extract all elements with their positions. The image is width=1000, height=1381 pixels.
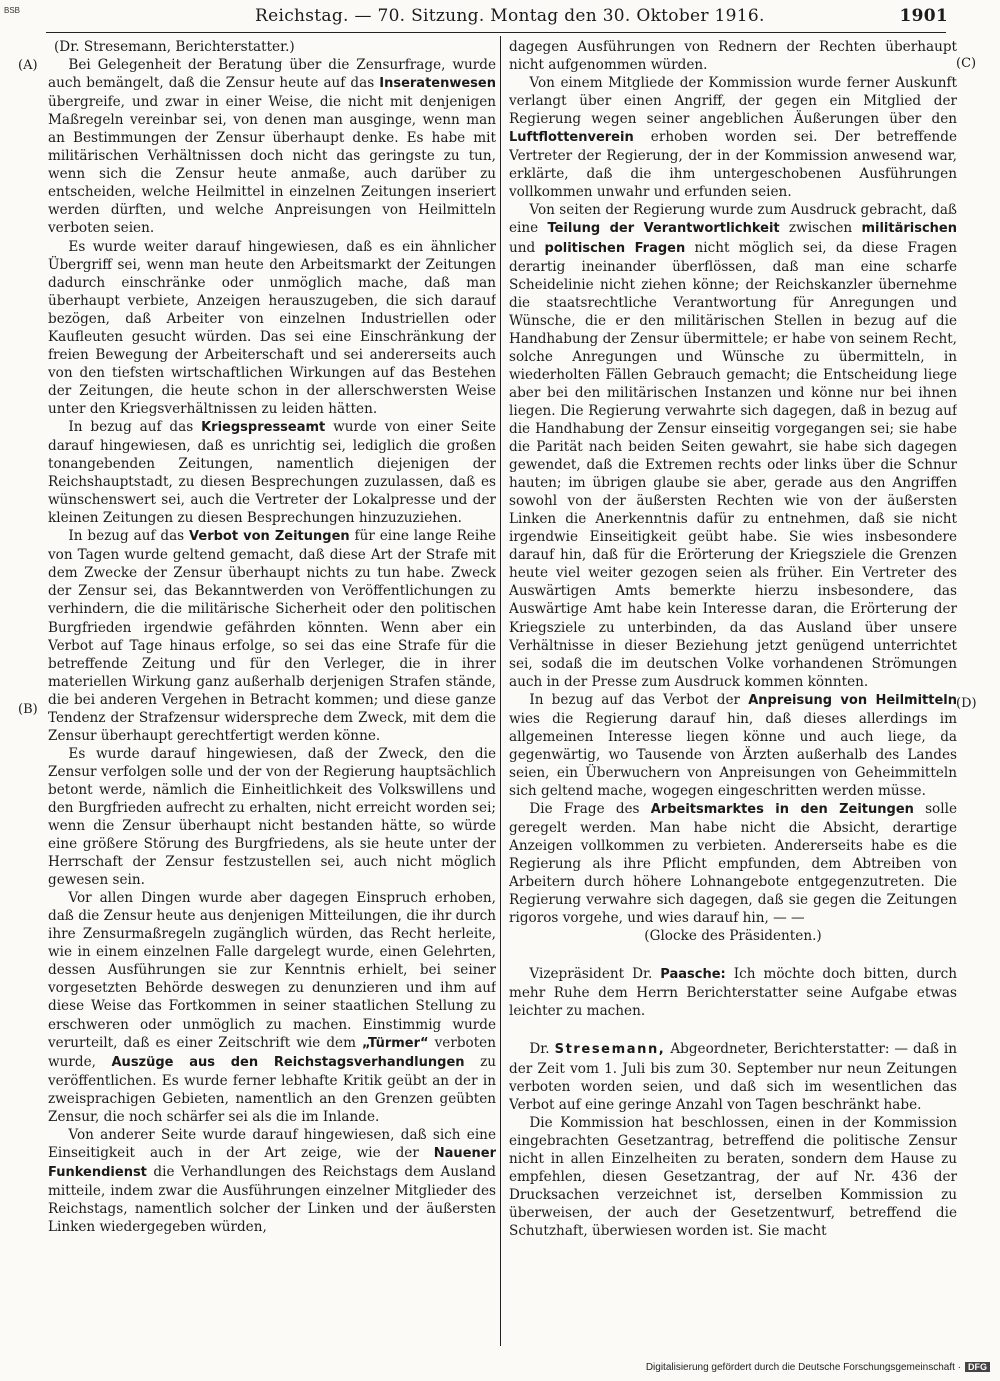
stage-direction: (Glocke des Präsidenten.) xyxy=(644,928,822,945)
paragraph: Von seiten der Regierung wurde zum Ausdruck gebracht, daß eine Teilung der Verantwortlichkeit zwischen militärischen und politischen Fragen nicht möglich sei, da diese Fragen derartig ineinander überflössen, daß man eine scharfe Scheidelinie nicht ziehen könne; der Reichskanzler übernehme die staatsrechtliche Verantwortung für Anregungen und Wünsche, die er den militärischen Stellen in bezug auf die Handhabung der Zensur übermittele; er habe von seinem Recht, solche Anregungen und Wünsche zu übermitteln, in wiederholten Fällen Gebrauch gemacht; die Entscheidung liege aber bei den militärischen Instanzen und könne nur bei ihnen liegen. Die Regierung verwahrte sich dagegen, daß in bezug auf die Handhabung der Zensur einseitig vorgegangen sei; sie habe die Parität nach beiden Seiten gewahrt, sie habe sich dagegen gewendet, daß die Extremen rechts oder links über die Schnur hauten; im übrigen glaube sie aber, gerade aus den Angriffen sowohl von der äußersten Rechten wie von der äußersten Linken die Anerkenntnis dafür zu entnehmen, daß sie nicht irgendwie Einseitigkeit geübt habe. Sie wies insbesondere darauf hin, daß für die Erörterung der Kriegsziele die Grenzen heute viel weiter gezogen seien als früher. Ein Vertreter des Auswärtigen Amts bemerkte hierzu insbesondere, das Auswärtige Amt habe kein Interesse daran, die Erörterung der Kriegsziele zu unterbinden, da das Ausland über unsere Verhältnisse in dieser Beziehung jetzt genügend unterrichtet sei, sodaß die im deutschen Volke vorhandenen Strömungen auch in der Presse zum Ausdruck kommen könnten. xyxy=(509,202,957,690)
paragraph: In bezug auf das Kriegspresseamt wurde von einer Seite darauf hingewiesen, daß es unrichtig sei, lediglich die großen tonangebenden Zeitungen, namentlich diejenigen der Reichshauptstadt, zu diesen Besprechungen zuzulassen, daß es wünschenswert sei, auch die Vertreter der Lokalpresse und der kleinen Zeitungen zu diesen Besprechungen hinzuzuziehen. xyxy=(48,418,496,527)
paragraph: Es wurde darauf hingewiesen, daß der Zweck, den die Zensur verfolgen solle und der von der Regierung hauptsächlich betont werde, nämlich die Einheitlichkeit des Volkswillens und den Burgfrieden aufrecht zu erhalten, nicht erreicht worden sei; wenn die Zensur überhaupt nicht bestanden hätte, so würde eine größere Störung des Burgfriedens, als sie heute unter der Herrschaft der Zensur festzustellen sei, auch nicht möglich gewesen sein. xyxy=(48,745,496,889)
emphasis-term: Auszüge aus den Reichstagsverhandlungen xyxy=(111,1054,465,1070)
dfg-logo: DFG xyxy=(965,1362,990,1372)
margin-marker-c: (C) xyxy=(956,56,977,71)
speaker-name: Stresemann, xyxy=(554,1042,666,1058)
margin-marker-a: (A) xyxy=(18,58,38,73)
emphasis-term: Kriegspresseamt xyxy=(201,419,326,435)
emphasis-term: Anpreisung von Heilmitteln xyxy=(748,692,957,708)
left-column xyxy=(48,38,496,1346)
paragraph: Vor allen Dingen wurde aber dagegen Einspruch erhoben, daß die Zensur heute aus denjenigen Mitteilungen, die ihr durch ihre Zensurmaßregeln zugänglich würden, das Recht herleite, wie in einem einzelnen Falle dargelegt wurde, einen Gelehrten, dessen Ausführungen sie zur Kenntnis erhielt, bei seiner vorgesetzten Behörde deswegen zu denunzieren und ihm auf diese Weise das Fortkommen in seiner staatlichen Stellung zu erschweren oder unmöglich zu machen. Einstimmig wurde verurteilt, daß es einer Zeitschrift wie dem „Türmer“ verboten wurde, Auszüge aus den Reichstagsverhandlungen zu veröffentlichen. Es wurde ferner lebhafte Kritik geübt an der in zweisprachigen Gebieten, namentlich an den Grenzen geübten Zensur, die noch schärfer sei als die im Inlande. xyxy=(48,890,496,1125)
header-rule xyxy=(46,32,946,33)
paragraph: dagegen Ausführungen von Rednern der Rechten überhaupt nicht aufgenommen würden. xyxy=(509,39,957,74)
emphasis-term: Teilung der Verantwortlichkeit xyxy=(547,221,780,237)
paragraph: Von anderer Seite wurde darauf hingewiesen, daß sich eine Einseitigkeit auch in der Art zeige, wie der Nauener Funkendienst die Verhandlungen des Reichstags dem Ausland mitteile, indem zwar die Ausführungen einzelner Mitglieder des Reichstags, namentlich solcher der Linken und der äußersten Linken wiedergegeben würden, xyxy=(48,1126,496,1236)
emphasis-term: Arbeitsmarktes in den Zeitungen xyxy=(650,801,914,817)
margin-marker-b: (B) xyxy=(18,702,38,717)
paragraph: In bezug auf das Verbot von Zeitungen für eine lange Reihe von Tagen wurde geltend gemacht, daß diese Art der Strafe mit dem Zwecke der Zensur überhaupt nichts zu tun habe. Zweck der Zensur sei, das Bekanntwerden von Veröffentlichungen zu verhindern, die die militärische Sicherheit oder den politischen Burgfrieden irgendwie gefährden könnten. Wenn aber ein Verbot auf Tage hinaus erfolge, so sei das eine Strafe für die betreffende Zeitung und für den Verleger, die in ihrer materiellen Wirkung ganz außerhalb derjenigen Strafen stände, die bei anderen Vergehen in Betracht kommen; und diese ganze Tendenz der Strafzensur widerspreche dem Zweck, mit dem die Zensur überhaupt gerechtfertigt werden könne. xyxy=(48,528,496,744)
paragraph: Die Kommission hat beschlossen, einen in der Kommission eingebrachten Gesetzantrag, betreffend die politische Zensur nicht in allen Einzelheiten zu beraten, sondern dem Hause zu empfehlen, diesen Gesetzantrag, der auf Nr. 436 der Drucksachen verzeichnet ist, derselben Kommission zu überweisen, der auch der Gesetzentwurf, betreffend die Schutzhaft, überwiesen worden ist. Sie macht xyxy=(509,1114,957,1239)
emphasis-term: Inseratenwesen xyxy=(379,76,496,92)
speaker-name: Paasche: xyxy=(660,967,726,983)
emphasis-term: Luftflottenverein xyxy=(509,130,634,146)
footer-text: Digitalisierung gefördert durch die Deutsche Forschungsgemeinschaft · xyxy=(645,1362,961,1373)
emphasis-term: „Türmer“ xyxy=(362,1035,429,1051)
paragraph: Bei Gelegenheit der Beratung über die Zensurfrage, wurde auch bemängelt, daß die Zensur heute auf das Inseratenwesen übergreife, und zwar in einer Weise, die nicht mit denjenigen Maßregeln vereinbar sei, von denen man ausginge, wenn man an Bestimmungen der Zensur überhaupt denke. Es habe mit militärischen Verhältnissen doch nicht das geringste zu tun, wenn sich die Zensur heute anmaße, auch darüber zu entscheiden, welche Heilmittel in einzelnen Zeitungen inseriert werden dürften, und welche Anpreisungen von Heilmitteln verboten seien. xyxy=(48,57,496,237)
running-title: Reichstag. — 70. Sitzung. Montag den 30. Oktober 1916. xyxy=(255,6,765,26)
paragraph: In bezug auf das Verbot der Anpreisung von Heilmitteln wies die Regierung darauf hin, daß dieses allerdings im allgemeinen Interesse liegen könne und auch liege, da gegenwärtig, wo Tausende von Ärzten außerhalb des Landes seien, ein Überwuchern von Anpreisungen von Geheimmitteln sich geltend mache, wogegen eingeschritten werden müsse. xyxy=(509,691,957,799)
paragraph: Es wurde weiter darauf hingewiesen, daß es ein ähnlicher Übergriff sei, wenn man heute den Arbeitsmarkt der Zeitungen dadurch einschränke oder unmöglich mache, daß man überhaupt verbiete, Anzeigen herauszugeben, die sich darauf bezögen, daß Arbeiter von einzelnen Industriellen oder Kaufleuten gesucht würden. Das sei eine Einschränkung der freien Bewegung der Arbeiterschaft und sei andererseits auch von den tiefsten wirtschaftlichen Wirkungen auf das Bestehen der Zeitungen, die heute schon in der allerschwersten Weise unter den Kriegsverhältnissen zu leiden hätten. xyxy=(48,238,496,417)
emphasis-term: Verbot von Zeitungen xyxy=(189,529,350,545)
paragraph: Von einem Mitgliede der Kommission wurde ferner Auskunft verlangt über einen Angriff, der gegen ein Mitglied der Regierung wegen seiner angeblichen Äußerungen über den Luftflottenverein erhoben worden sei. Der betreffende Vertreter der Regierung, der in der Kommission anwesend war, erklärte, daß die ihm untergeschobenen Ausführungen vollkommen unwahr und erfunden seien. xyxy=(509,75,957,201)
right-column xyxy=(509,38,957,1346)
page-number: 1901 xyxy=(899,6,948,26)
emphasis-term: Nauener Funkendienst xyxy=(48,1145,496,1180)
margin-marker-d: (D) xyxy=(956,696,977,711)
emphasis-term: militärischen xyxy=(861,221,957,237)
paragraph: Die Frage des Arbeitsmarktes in den Zeitungen solle geregelt werden. Man habe nicht die Absicht, derartige Anzeigen vollkommen zu verbieten. Andererseits habe es die Regierung als ihre Pflicht empfunden, dem Abtreiben von Arbeitern durch höhere Lohnangebote entgegenzutreten. Die Regierung verwahre sich dagegen, daß sie gegen die Zeitungen rigoros vorgehe, und wies darauf hin, — — xyxy=(509,800,957,927)
digitization-footer xyxy=(646,1362,990,1373)
emphasis-term: politischen Fragen xyxy=(544,240,686,256)
speaker-paragraph: Vizepräsident Dr. Paasche: Ich möchte doch bitten, durch mehr Ruhe dem Herrn Berichterstatter seine Aufgabe etwas leichter zu machen. xyxy=(509,966,957,1020)
speaker-paragraph: Dr. Stresemann, Abgeordneter, Berichterstatter: — daß in der Zeit vom 1. Juli bis zum 30. September nur neun Zeitungen verboten worden seien, und daß sich im wesentlichen das Verbot auf eine geringe Anzahl von Tagen beschränkt habe. xyxy=(509,1041,957,1113)
column-divider xyxy=(500,36,501,1346)
speaker-note: (Dr. Stresemann, Berichterstatter.) xyxy=(54,39,295,55)
page-header xyxy=(255,6,948,30)
library-mark: BSB xyxy=(4,6,21,15)
